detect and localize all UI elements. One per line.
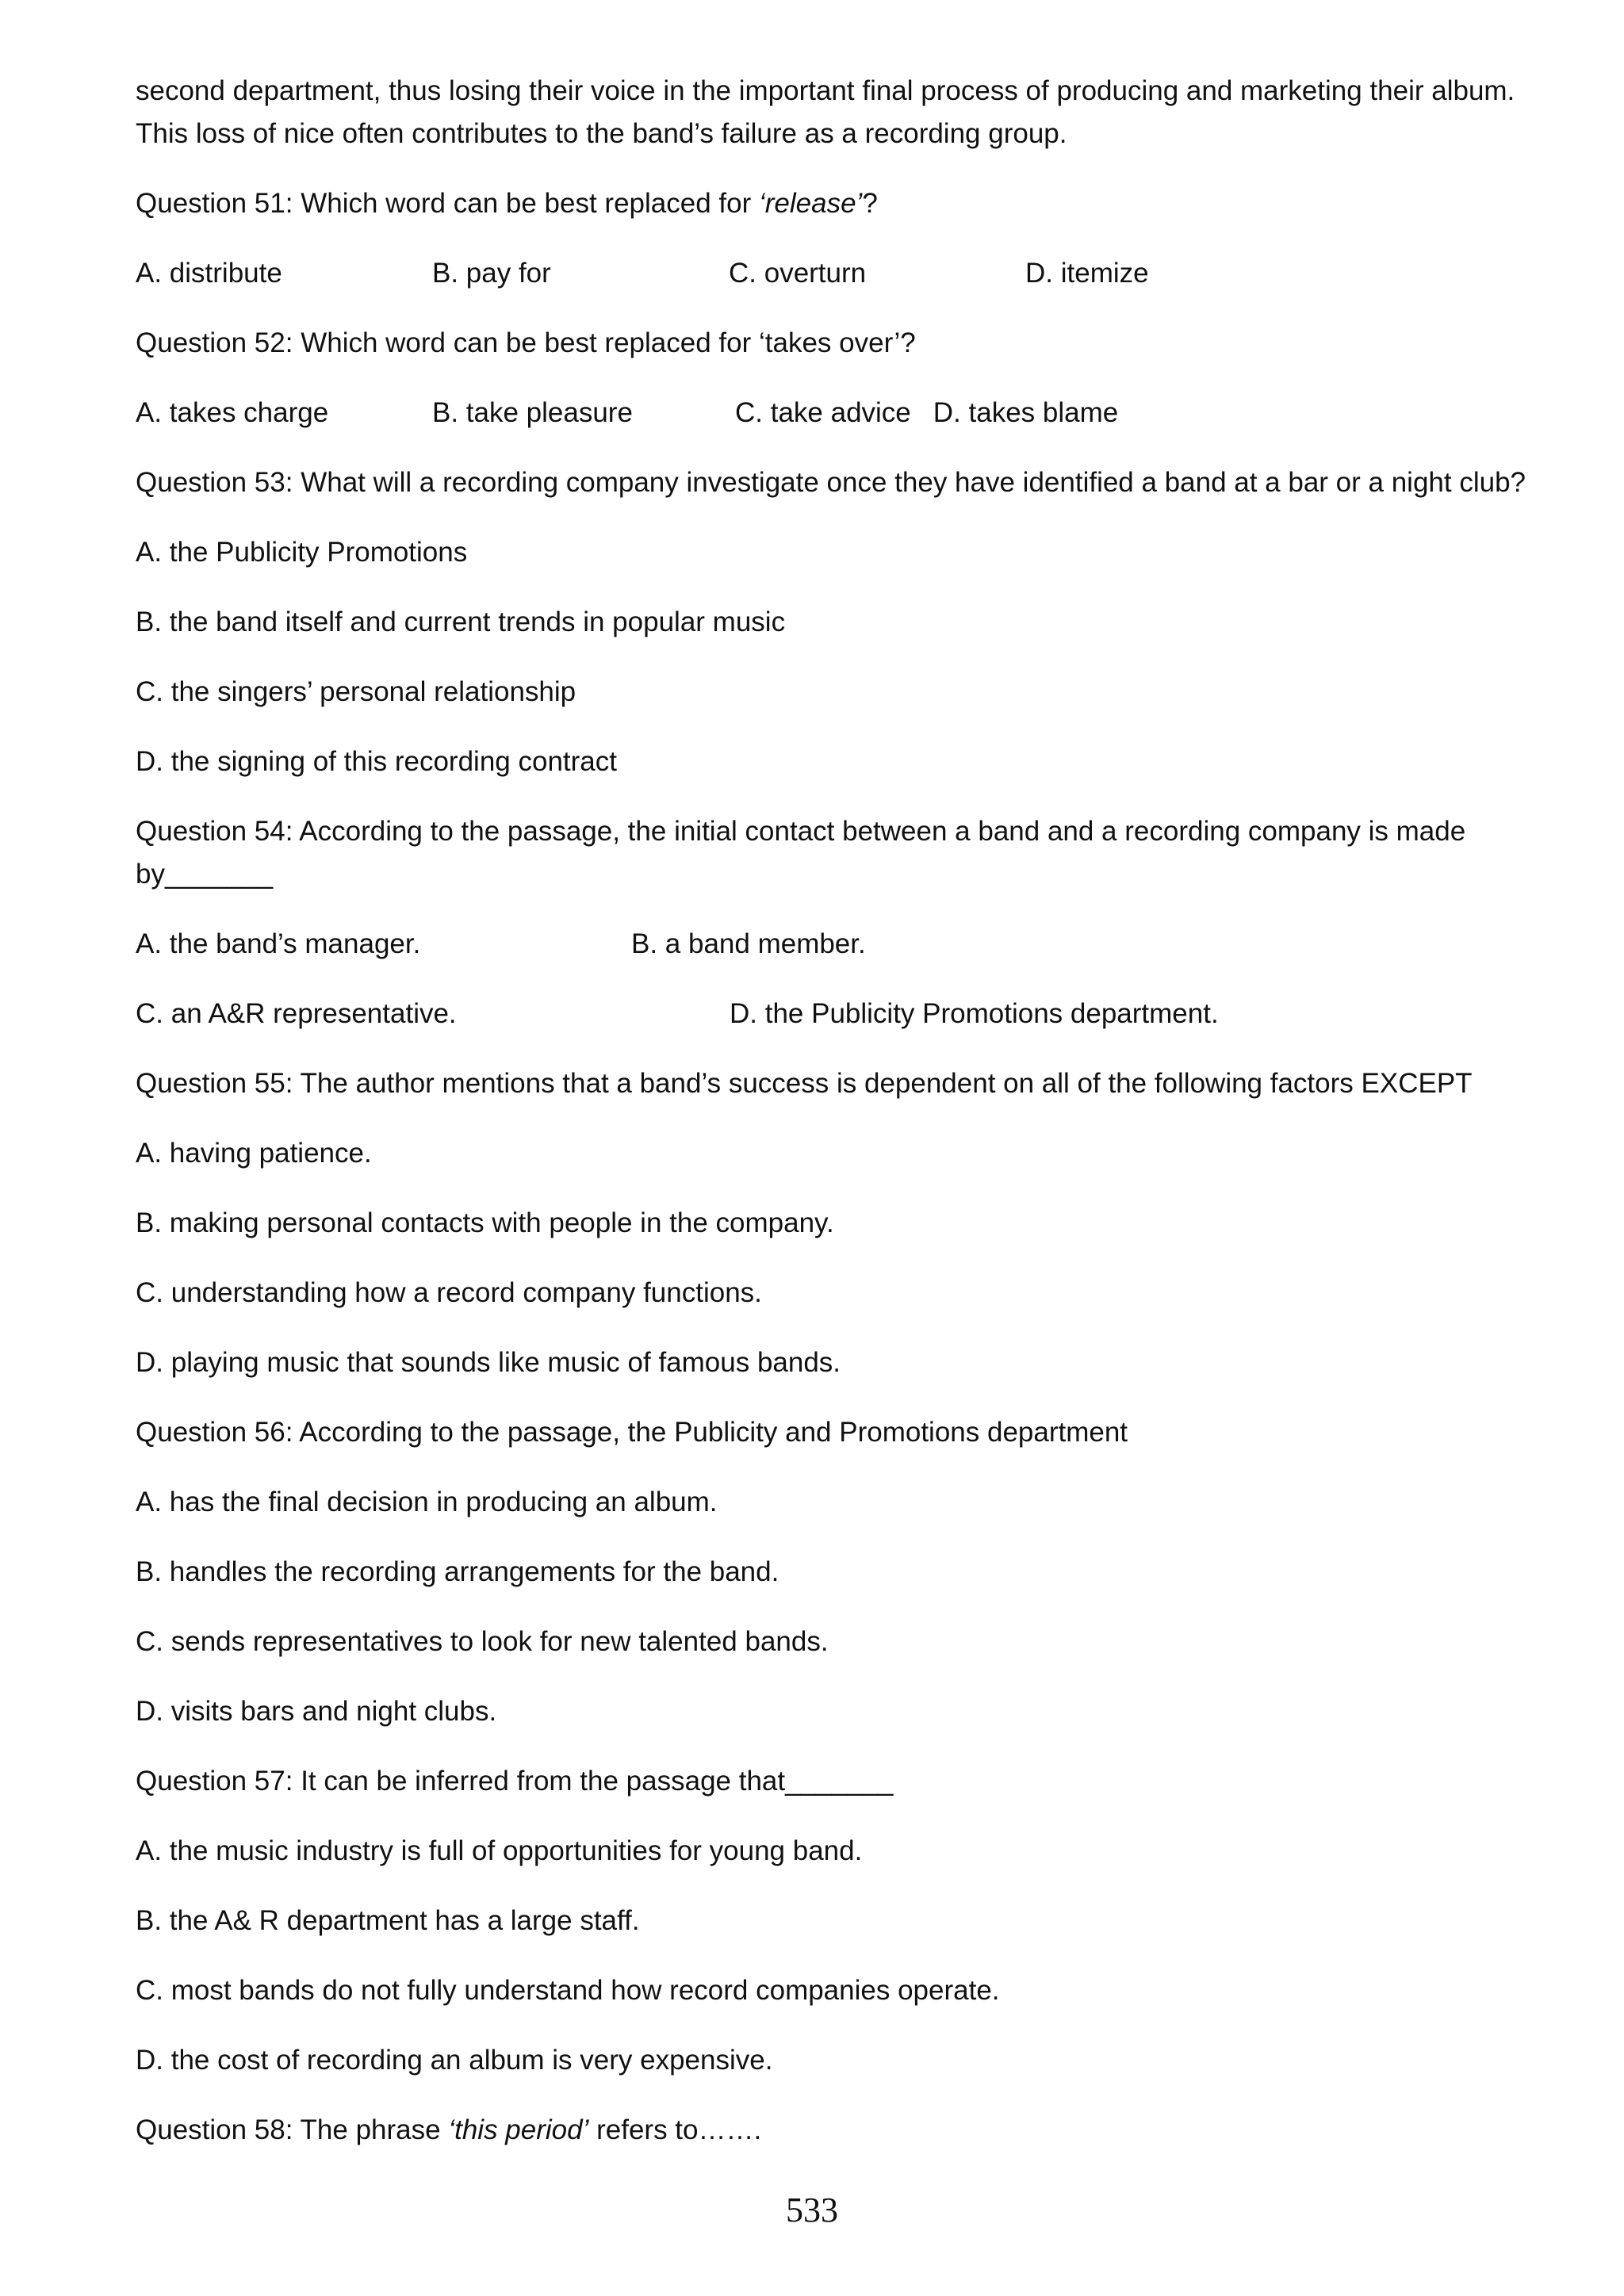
option-d: D. takes blame [933, 397, 1119, 428]
quoted-term: ‘this period’ [448, 2114, 589, 2145]
option-b: B. take pleasure [432, 397, 633, 428]
quoted-term: ‘release’ [758, 188, 863, 219]
question-51: Question 51: Which word can be best replaced for ‘release’? [136, 188, 878, 219]
option-c: C. an A&R representative. [136, 998, 457, 1029]
question-52-options [136, 392, 1555, 434]
question-54: Question 54: According to the passage, the initial contact between a band and a recording company is made by_______ [136, 816, 1466, 890]
option-c: C. sends representatives to look for new talented bands. [136, 1626, 829, 1657]
page-number: 533 [786, 2191, 838, 2229]
question-54-options-row-2 [136, 993, 1555, 1035]
question-55: Question 55: The author mentions that a band’s success is dependent on all of the following factors EXCEPT [136, 1068, 1473, 1099]
option-b: B. a band member. [631, 928, 866, 959]
option-a: A. the Publicity Promotions [136, 537, 468, 568]
option-b: B. the A& R department has a large staff. [136, 1905, 640, 1936]
option-a: A. has the final decision in producing an album. [136, 1487, 718, 1517]
option-a: A. having patience. [136, 1138, 372, 1169]
option-c: C. take advice [735, 397, 911, 428]
option-a: A. the music industry is full of opportunities for young band. [136, 1835, 863, 1866]
option-a: A. the band’s manager. [136, 928, 421, 959]
option-c: C. understanding how a record company functions. [136, 1277, 762, 1308]
passage-line: second department, thus losing their voice in the important final process of producing and marketing their album. [136, 75, 1515, 106]
option-c: C. the singers’ personal relationship [136, 676, 576, 707]
option-d: D. the Publicity Promotions department. [730, 998, 1219, 1029]
document-page [136, 70, 1555, 2152]
question-56: Question 56: According to the passage, the Publicity and Promotions department [136, 1417, 1128, 1448]
option-b: B. the band itself and current trends in popular music [136, 607, 786, 637]
option-a: A. takes charge [136, 397, 329, 428]
option-b: B. handles the recording arrangements for the band. [136, 1556, 779, 1587]
question-51-options [136, 252, 1555, 295]
option-b: B. making personal contacts with people in the company. [136, 1207, 834, 1238]
option-d: D. visits bars and night clubs. [136, 1696, 497, 1727]
option-d: D. playing music that sounds like music of famous bands. [136, 1347, 841, 1378]
question-54-options-row-1 [136, 923, 1555, 966]
option-d: D. itemize [1025, 258, 1149, 289]
option-b: B. pay for [432, 258, 551, 289]
option-c: C. most bands do not fully understand how record companies operate. [136, 1975, 1000, 2006]
question-57: Question 57: It can be inferred from the passage that_______ [136, 1766, 894, 1797]
option-c: C. overturn [729, 258, 867, 289]
passage-line: This loss of nice often contributes to the band’s failure as a recording group. [136, 118, 1067, 149]
option-d: D. the cost of recording an album is very expensive. [136, 2045, 773, 2076]
option-d: D. the signing of this recording contract [136, 746, 617, 777]
option-a: A. distribute [136, 258, 282, 289]
passage-ending [136, 70, 1555, 155]
question-53: Question 53: What will a recording company investigate once they have identified a band at a bar or a night club? [136, 467, 1526, 498]
question-52: Question 52: Which word can be best replaced for ‘takes over’? [136, 327, 916, 358]
question-58: Question 58: The phrase ‘this period’ refers to……. [136, 2114, 762, 2145]
